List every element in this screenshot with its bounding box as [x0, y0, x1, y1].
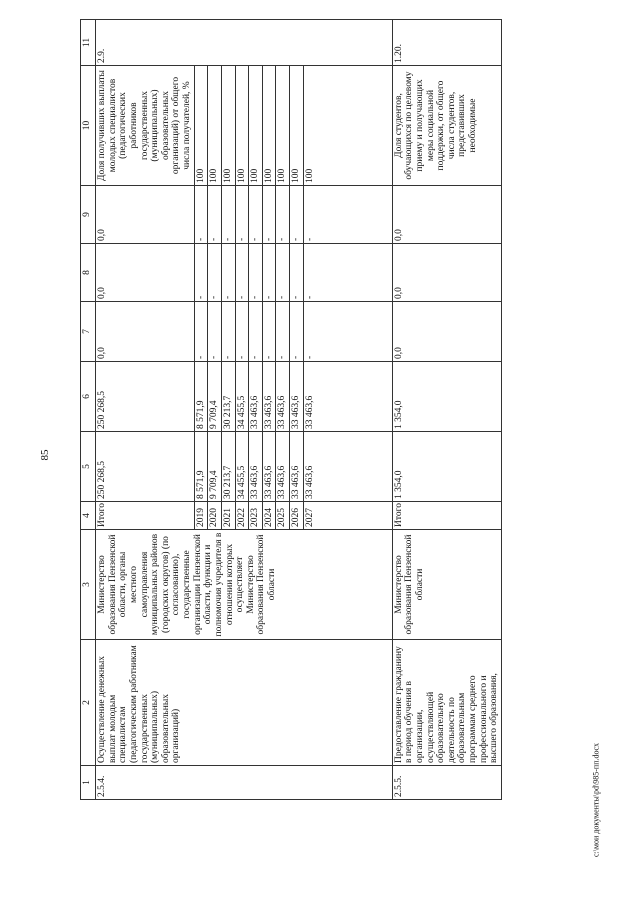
value-cell: 100	[235, 66, 249, 186]
value-cell: 33 463,6	[276, 362, 290, 432]
value-cell: 30 213,7	[221, 362, 235, 432]
value-cell: -	[262, 244, 276, 302]
value-cell: -	[235, 186, 249, 244]
value-cell: -	[249, 186, 263, 244]
col-num-11: 11	[81, 20, 96, 66]
value-cell: -	[194, 302, 208, 362]
value-cell: -	[303, 244, 392, 302]
value-cell: 33 463,6	[290, 432, 304, 502]
value-cell: -	[208, 244, 222, 302]
col-num-4: 4	[81, 502, 96, 530]
row2-total-c8: 0,0	[392, 244, 501, 302]
year-cell: 2026	[290, 502, 304, 530]
row1-number: 2.5.4.	[96, 766, 393, 800]
year-cell: 2021	[221, 502, 235, 530]
value-cell: -	[276, 244, 290, 302]
col-num-5: 5	[81, 432, 96, 502]
value-cell: 30 213,7	[221, 432, 235, 502]
column-number-row	[81, 20, 96, 800]
col-num-3: 3	[81, 530, 96, 640]
value-cell: -	[208, 302, 222, 362]
value-cell: 33 463,6	[262, 362, 276, 432]
value-cell: 8 571,9	[194, 432, 208, 502]
value-cell: -	[194, 186, 208, 244]
value-cell: -	[235, 302, 249, 362]
year-cell: 2022	[235, 502, 249, 530]
year-cell: 2027	[303, 502, 392, 530]
value-cell: 33 463,6	[303, 362, 392, 432]
value-cell: 33 463,6	[276, 432, 290, 502]
row2-total-c5: 1 354,0	[392, 432, 501, 502]
row2-total-label: Итого	[392, 502, 501, 530]
value-cell: -	[303, 186, 392, 244]
col-num-10: 10	[81, 66, 96, 186]
value-cell: -	[276, 302, 290, 362]
value-cell: -	[276, 186, 290, 244]
value-cell: 34 455,5	[235, 432, 249, 502]
value-cell: 33 463,6	[290, 362, 304, 432]
year-cell: 2024	[262, 502, 276, 530]
value-cell: 100	[249, 66, 263, 186]
value-cell: -	[262, 302, 276, 362]
value-cell: 100	[262, 66, 276, 186]
value-cell: 8 571,9	[194, 362, 208, 432]
row2-executor: Министерство образования Пензенской области	[392, 530, 501, 640]
value-cell: 33 463,6	[249, 432, 263, 502]
value-cell: -	[194, 244, 208, 302]
row1-total-c9: 0,0	[96, 186, 195, 244]
year-cell: 2023	[249, 502, 263, 530]
row2-ref: 1.20.	[392, 20, 501, 66]
value-cell: -	[249, 302, 263, 362]
year-cell: 2020	[208, 502, 222, 530]
row2-name: Предоставление гражданину в период обучения в организации, осуществляющей образовательную деятельность по образовательным программам среднего профессионального и высшего образования,	[392, 640, 501, 766]
value-cell: -	[249, 244, 263, 302]
value-cell: -	[221, 186, 235, 244]
row1-ref: 2.9.	[96, 20, 393, 66]
row2-total-c7: 0,0	[392, 302, 501, 362]
row1-total-label: Итого	[96, 502, 195, 530]
value-cell: 100	[290, 66, 304, 186]
row1-total-c7: 0,0	[96, 302, 195, 362]
landscape-content	[80, 20, 500, 800]
col-num-7: 7	[81, 302, 96, 362]
value-cell: -	[290, 302, 304, 362]
row1-total-c8: 0,0	[96, 244, 195, 302]
value-cell: 100	[208, 66, 222, 186]
row2-indicator: Доля студентов, обучающихся по целевому приему и получающих меры социальной поддержки, от общего числа студентов, представивших необходимые	[392, 66, 501, 186]
value-cell: -	[221, 244, 235, 302]
row1-indicator: Доля получивших выплаты молодых специалистов (педагогических работников государственных (муниципальных) образовательных организаций) от общего числа получателей, %	[96, 66, 195, 186]
value-cell: -	[303, 302, 392, 362]
value-cell: 100	[221, 66, 235, 186]
row1-executor: Министерство образования Пензенской области, органы местного самоуправления муниципальных районов (городских округов) (по согласованию), государственные организации Пензенской области, функции и полномочия учредителя в отношении которых осуществляет Министерство образования Пензенской области	[96, 530, 393, 640]
row1-name: Осуществление денежных выплат молодым специалистам (педагогическим работникам государственных (муниципальных) образовательных организаций)	[96, 640, 393, 766]
year-cell: 2025	[276, 502, 290, 530]
row1-total-c5: 250 268,5	[96, 432, 195, 502]
col-num-2: 2	[81, 640, 96, 766]
year-cell: 2019	[194, 502, 208, 530]
value-cell: 100	[194, 66, 208, 186]
value-cell: 33 463,6	[249, 362, 263, 432]
value-cell: 100	[303, 66, 392, 186]
value-cell: 100	[276, 66, 290, 186]
value-cell: -	[235, 244, 249, 302]
row2-total-c9: 0,0	[392, 186, 501, 244]
value-cell: 34 455,5	[235, 362, 249, 432]
value-cell: -	[290, 244, 304, 302]
value-cell: 9 709,4	[208, 432, 222, 502]
value-cell: -	[221, 302, 235, 362]
program-table	[80, 19, 502, 800]
value-cell: 33 463,6	[303, 432, 392, 502]
row1-total-c6: 250 268,5	[96, 362, 195, 432]
col-num-1: 1	[81, 766, 96, 800]
table-row	[96, 20, 195, 800]
file-path: c:\мои документы\pd\985-пп.docx	[591, 742, 601, 858]
page-number: 85	[39, 449, 51, 461]
value-cell: -	[290, 186, 304, 244]
col-num-6: 6	[81, 362, 96, 432]
col-num-8: 8	[81, 244, 96, 302]
value-cell: 33 463,6	[262, 432, 276, 502]
row2-number: 2.5.5.	[392, 766, 501, 800]
row2-total-c6: 1 354,0	[392, 362, 501, 432]
value-cell: 9 709,4	[208, 362, 222, 432]
value-cell: -	[262, 186, 276, 244]
value-cell: -	[208, 186, 222, 244]
table-row	[392, 20, 501, 800]
rotated-table-area	[80, 20, 500, 800]
col-num-9: 9	[81, 186, 96, 244]
